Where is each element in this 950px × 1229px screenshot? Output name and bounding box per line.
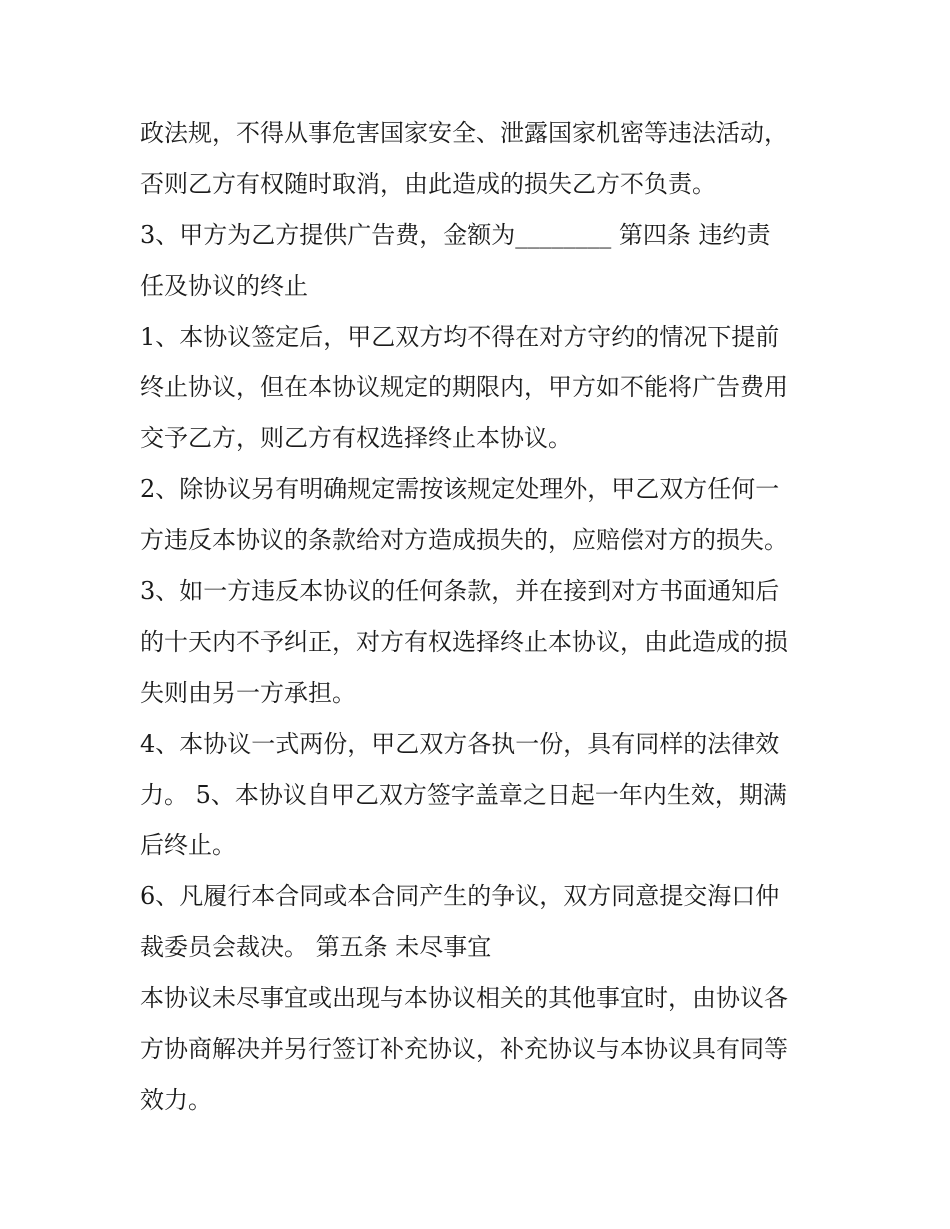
text-line: 否则乙方有权随时取消，由此造成的损失乙方不负责。 [140, 169, 716, 198]
text-line: 方协商解决并另行签订补充协议，补充协议与本协议具有同等 [140, 1035, 788, 1064]
text-line: 方违反本协议的条款给对方造成损失的，应赔偿对方的损失。 [140, 526, 788, 555]
text-line: 政法规，不得从事危害国家安全、泄露国家机密等违法活动， [140, 119, 788, 147]
text-line: 的十天内不予纠正，对方有权选择终止本协议，由此造成的损 [140, 627, 788, 656]
text-line: 裁委员会裁决。 第五条 未尽事宜 [140, 933, 492, 962]
text-line: 交予乙方，则乙方有权选择终止本协议。 [140, 424, 572, 453]
text-line: 4、本协议一式两份，甲乙双方各执一份，具有同样的法律效 [140, 729, 780, 758]
text-line: 3、甲方为乙方提供广告费，金额为________ 第四条 违约责 [140, 220, 771, 249]
text-line: 失则由另一方承担。 [140, 678, 356, 707]
text-line: 3、如一方违反本协议的任何条款，并在接到对方书面通知后 [140, 577, 780, 606]
text-line: 6、凡履行本合同或本合同产生的争议，双方同意提交海口仲 [140, 882, 780, 911]
text-line: 1、本协议签定后，甲乙双方均不得在对方守约的情况下提前 [140, 322, 780, 351]
text-line: 终止协议，但在本协议规定的期限内，甲方如不能将广告费用 [140, 373, 788, 402]
text-line: 效力。 [140, 1085, 212, 1114]
text-line: 本协议未尽事宜或出现与本协议相关的其他事宜时，由协议各 [140, 984, 788, 1013]
text-line: 后终止。 [140, 831, 236, 860]
text-line: 2、除协议另有明确规定需按该规定处理外，甲乙双方任何一 [140, 475, 780, 504]
text-line: 任及协议的终止 [140, 271, 308, 300]
text-line: 力。 5、本协议自甲乙双方签字盖章之日起一年内生效，期满 [140, 780, 787, 809]
contract-text-body [140, 108, 820, 1126]
